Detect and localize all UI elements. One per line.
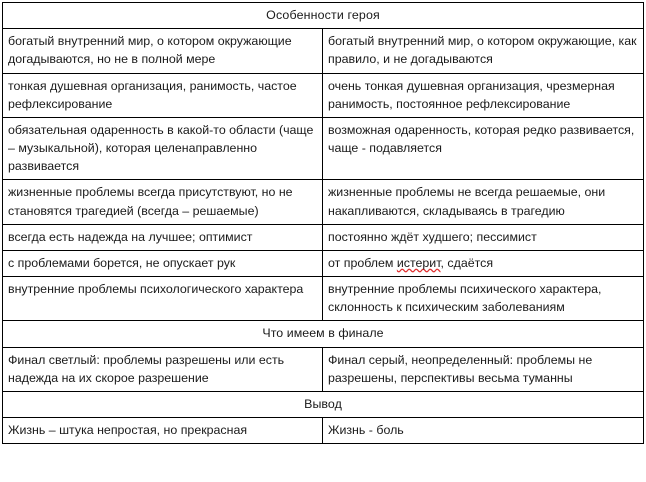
cell-left [3,29,323,73]
cell-left [3,224,323,250]
section-heading-row [3,3,644,29]
cell-left [3,73,323,117]
cell-text: богатый внутренний мир, о котором окружающие, как правило, и не догадываются [328,34,637,67]
cell-left [3,250,323,276]
section-heading-row [3,321,644,347]
cell-left [3,180,323,224]
cell-text: жизненные проблемы всегда присутствуют, но не становятся трагедией (всегда – решаемые) [8,185,293,218]
comparison-table [2,2,644,444]
cell-text: всегда есть надежда на лучшее; оптимист [8,229,253,244]
cell-text: возможная одаренность, которая редко развивается, чаще - подавляется [328,122,635,156]
misspelled-word: истерит [396,255,441,270]
table-row [3,180,644,224]
cell-left [3,277,323,321]
cell-text-prefix: от проблем [328,255,397,270]
cell-text: обязательная одаренность в какой-то области (чаще – музыкальной), которая целенаправленно развивается [8,122,314,174]
section-heading-row [3,391,644,417]
cell-right [323,73,644,117]
cell-text: богатый внутренний мир, о котором окружающие догадываются, но не в полной мере [8,34,292,67]
cell-left [3,347,323,391]
cell-text: с проблемами борется, не опускает рук [8,255,236,270]
table-row [3,277,644,321]
comparison-table-body [3,3,644,444]
cell-text: Финал серый, неопределенный: проблемы не разрешены, перспективы весьма туманны [328,352,593,385]
cell-text: Финал светлый: проблемы разрешены или есть надежда на их скорое разрешение [8,352,285,385]
cell-text: жизненные проблемы не всегда решаемые, они накапливаются, складываясь в трагедию [328,185,606,218]
table-row [3,224,644,250]
cell-text: Жизнь - боль [328,423,404,438]
section-heading-vyvod: Вывод [3,391,644,417]
cell-right [323,29,644,73]
table-row [3,117,644,180]
cell-text-suffix: , сдаётся [440,255,494,270]
table-row [3,73,644,117]
cell-right [323,180,644,224]
cell-text: внутренние проблемы психического характера, склонность к психическим заболеваниям [328,282,602,315]
cell-right [323,347,644,391]
cell-text: постоянно ждёт худшего; пессимист [328,229,537,244]
cell-right [323,277,644,321]
section-heading-chto-imeem-v-finale: Что имеем в финале [3,321,644,347]
cell-left [3,117,323,180]
cell-text [328,254,638,272]
table-row [3,347,644,391]
section-heading-osobennosti-geroya: Особенности героя [3,3,644,29]
cell-text: тонкая душевная организация, ранимость, частое рефлексирование [8,78,297,111]
cell-right [323,250,644,276]
table-row [3,250,644,276]
cell-right [323,418,644,444]
cell-right [323,224,644,250]
table-row [3,418,644,444]
cell-text: внутренние проблемы психологического характера [8,282,304,297]
cell-right [323,117,644,180]
cell-left [3,418,323,444]
cell-text: очень тонкая душевная организация, чрезмерная ранимость, постоянное рефлексирование [328,78,615,111]
table-row [3,29,644,73]
cell-text: Жизнь – штука непростая, но прекрасная [8,423,248,438]
